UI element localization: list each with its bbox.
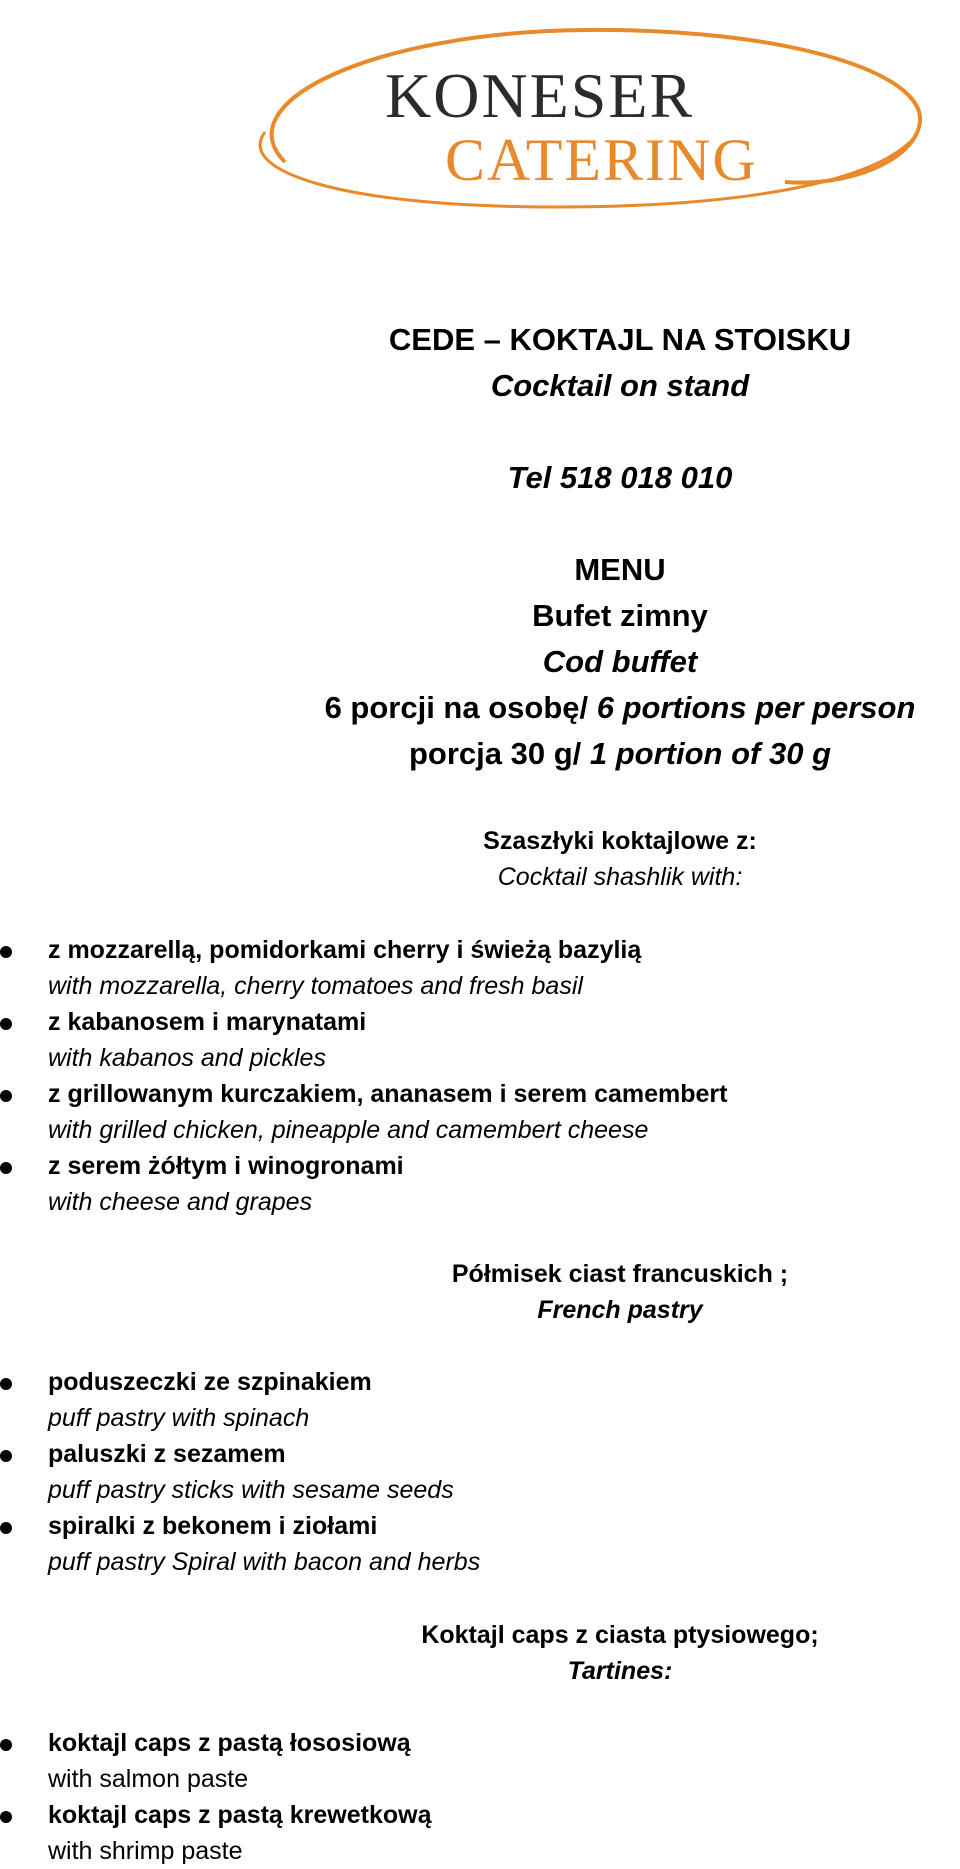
- koneser-catering-logo: [225, 12, 940, 212]
- list-item: [0, 1148, 960, 1220]
- logo-line-1: KONESER: [385, 60, 695, 131]
- list-item: [0, 1725, 960, 1797]
- portion-polish: porcja 30 g/: [408, 736, 582, 771]
- item-polish: paluszki z sezamem: [48, 1440, 286, 1468]
- list-item: [0, 1364, 960, 1436]
- section-1-heading-english: Cocktail shashlik with:: [497, 863, 743, 891]
- logo-graphic: [225, 12, 940, 212]
- item-polish: z grillowanym kurczakiem, ananasem i serem camembert: [48, 1080, 728, 1108]
- item-english: puff pastry sticks with sesame seeds: [48, 1476, 454, 1504]
- section-2-heading-polish: Półmisek ciast francuskich ;: [451, 1260, 789, 1288]
- section-3-list: [0, 1725, 960, 1869]
- list-item: [0, 1076, 960, 1148]
- menu-heading: MENU: [574, 552, 666, 587]
- item-polish: koktajl caps z pastą łososiową: [48, 1729, 411, 1757]
- item-polish: spiralki z bekonem i ziołami: [48, 1512, 378, 1540]
- item-polish: poduszeczki ze szpinakiem: [48, 1368, 372, 1396]
- title-polish: CEDE – KOKTAJL NA STOISKU: [388, 322, 852, 357]
- bullet-icon: [0, 946, 12, 958]
- list-item: [0, 1508, 960, 1580]
- buffet-english: Cod buffet: [542, 644, 698, 679]
- item-english: with mozzarella, cherry tomatoes and fresh basil: [48, 972, 583, 1000]
- item-polish: z mozzarellą, pomidorkami cherry i świeżą bazylią: [48, 936, 642, 964]
- list-item: [0, 1436, 960, 1508]
- section-3-heading-polish: Koktajl caps z ciasta ptysiowego;: [421, 1621, 819, 1649]
- bullet-icon: [0, 1378, 12, 1390]
- item-polish: z kabanosem i marynatami: [48, 1008, 367, 1036]
- section-2-heading-english: French pastry: [537, 1296, 703, 1324]
- item-english: with salmon paste: [48, 1765, 249, 1793]
- item-english: with shrimp paste: [48, 1837, 243, 1865]
- item-english: puff pastry with spinach: [48, 1404, 310, 1432]
- title-english: Cocktail on stand: [490, 368, 750, 403]
- section-3-heading-english: Tartines:: [567, 1657, 673, 1685]
- item-polish: z serem żółtym i winogronami: [48, 1152, 404, 1180]
- list-item: [0, 1797, 960, 1869]
- phone-number: Tel 518 018 010: [507, 460, 733, 495]
- list-item: [0, 1004, 960, 1076]
- section-1-list: [0, 932, 960, 1220]
- bullet-icon: [0, 1018, 12, 1030]
- section-2-list: [0, 1364, 960, 1580]
- bullet-icon: [0, 1522, 12, 1534]
- buffet-polish: Bufet zimny: [532, 598, 708, 633]
- portion-english: 1 portion of 30 g: [589, 736, 832, 771]
- portions-line: [280, 685, 960, 731]
- bullet-icon: [0, 1162, 12, 1174]
- bullet-icon: [0, 1090, 12, 1102]
- bullet-icon: [0, 1450, 12, 1462]
- item-english: with kabanos and pickles: [48, 1044, 326, 1072]
- portions-english: 6 portions per person: [596, 690, 916, 725]
- item-english: with grilled chicken, pineapple and camembert cheese: [48, 1116, 649, 1144]
- list-item: [0, 932, 960, 1004]
- portion-size-line: [280, 731, 960, 777]
- section-1-heading-polish: Szaszłyki koktajlowe z:: [483, 827, 757, 855]
- logo-line-2: CATERING: [445, 127, 758, 193]
- bullet-icon: [0, 1811, 12, 1823]
- bullet-icon: [0, 1739, 12, 1751]
- item-polish: koktajl caps z pastą krewetkową: [48, 1801, 432, 1829]
- item-english: with cheese and grapes: [48, 1188, 313, 1216]
- portions-polish: 6 porcji na osobę/: [324, 690, 589, 725]
- item-english: puff pastry Spiral with bacon and herbs: [48, 1548, 481, 1576]
